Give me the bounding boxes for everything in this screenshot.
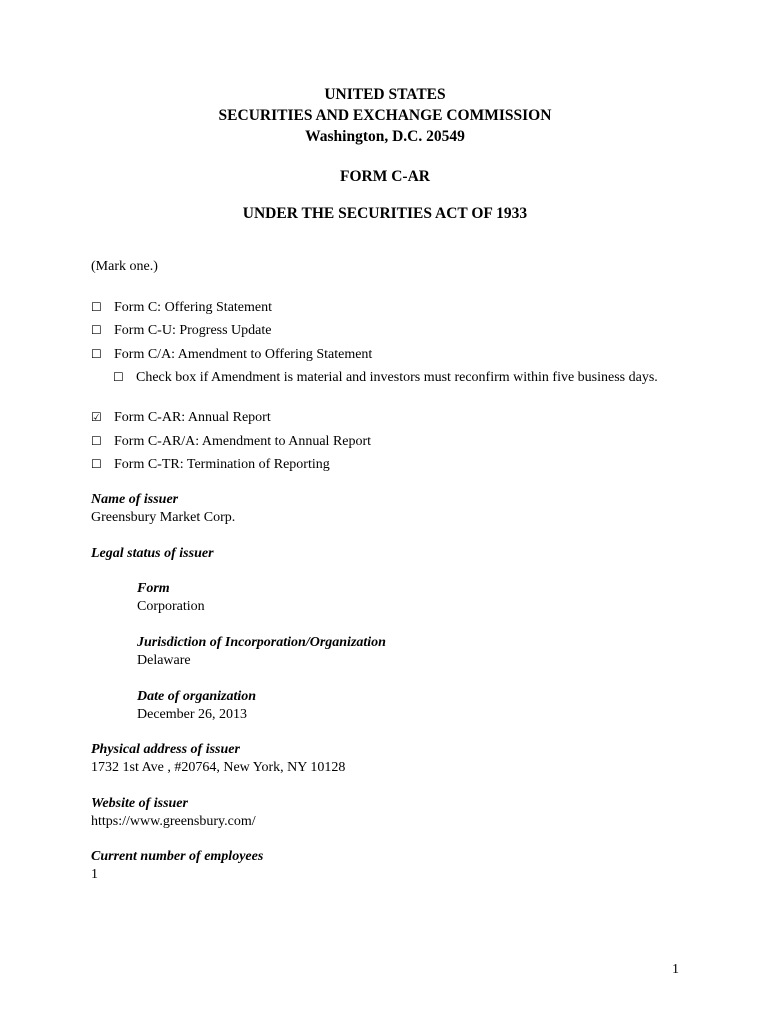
website-value: https://www.greensbury.com/ [91,814,256,829]
issuer-name-field [91,491,235,527]
legal-status-label: Legal status of issuer [91,546,214,561]
employees-label: Current number of employees [91,849,264,864]
checkbox-unchecked-icon[interactable]: ☐ [91,433,102,448]
organization-date-value: December 26, 2013 [137,707,248,722]
act-title: UNDER THE SECURITIES ACT OF 1933 [242,205,528,222]
checkbox-unchecked-icon[interactable]: ☐ [91,300,102,314]
issuer-name-value: Greensbury Market Corp. [91,510,236,525]
organization-date-label: Date of organization [137,689,257,704]
employees-value: 1 [91,867,98,882]
legal-status-field [91,545,214,563]
checklist-label: Form C-U: Progress Update [114,323,272,339]
checklist-label: Form C-AR/A: Amendment to Annual Report [114,433,372,449]
organization-date-field [137,688,256,724]
legal-form-value: Corporation [137,599,205,614]
website-label: Website of issuer [91,796,188,811]
checklist-item-form-c [91,299,691,322]
checkbox-unchecked-icon[interactable]: ☐ [91,456,102,471]
checklist-label: Form C-AR: Annual Report [114,410,271,426]
website-field [91,795,256,831]
header-line-commission: SECURITIES AND EXCHANGE COMMISSION [218,107,552,124]
checkbox-unchecked-icon[interactable]: ☐ [91,323,102,338]
checklist-label: Form C/A: Amendment to Offering Statement [114,346,373,362]
legal-form-label: Form [137,581,170,596]
form-type-checklist [91,299,691,479]
physical-address-field [91,741,345,777]
checklist-item-form-c-ar [91,409,691,432]
jurisdiction-field [137,634,386,670]
checklist-label: Check box if Amendment is material and investors must reconfirm within five business days. [136,369,658,385]
employees-field [91,848,263,884]
checklist-item-material-amendment [91,369,691,410]
jurisdiction-label: Jurisdiction of Incorporation/Organization [137,635,386,650]
mark-one-instruction: (Mark one.) [91,259,158,274]
issuer-name-label: Name of issuer [91,492,179,507]
form-title: FORM C-AR [340,168,430,185]
jurisdiction-value: Delaware [137,653,191,668]
checklist-label: Form C-TR: Termination of Reporting [114,456,330,472]
physical-address-value: 1732 1st Ave , #20764, New York, NY 10128 [91,760,346,775]
legal-form-field [137,580,205,616]
agency-header [0,84,770,147]
checklist-item-form-c-u [91,322,691,345]
checklist-item-form-c-tr [91,456,691,479]
checkbox-unchecked-icon[interactable]: ☐ [113,369,124,384]
checkbox-checked-icon[interactable]: ☑ [91,410,102,425]
checklist-item-form-c-a [91,346,691,369]
checklist-item-form-c-ar-a [91,433,691,456]
header-line-address: Washington, D.C. 20549 [305,128,465,145]
checkbox-unchecked-icon[interactable]: ☐ [91,346,102,361]
physical-address-label: Physical address of issuer [91,742,240,757]
page-number: 1 [672,962,679,977]
checklist-label: Form C: Offering Statement [114,300,272,315]
header-line-country: UNITED STATES [324,86,446,103]
